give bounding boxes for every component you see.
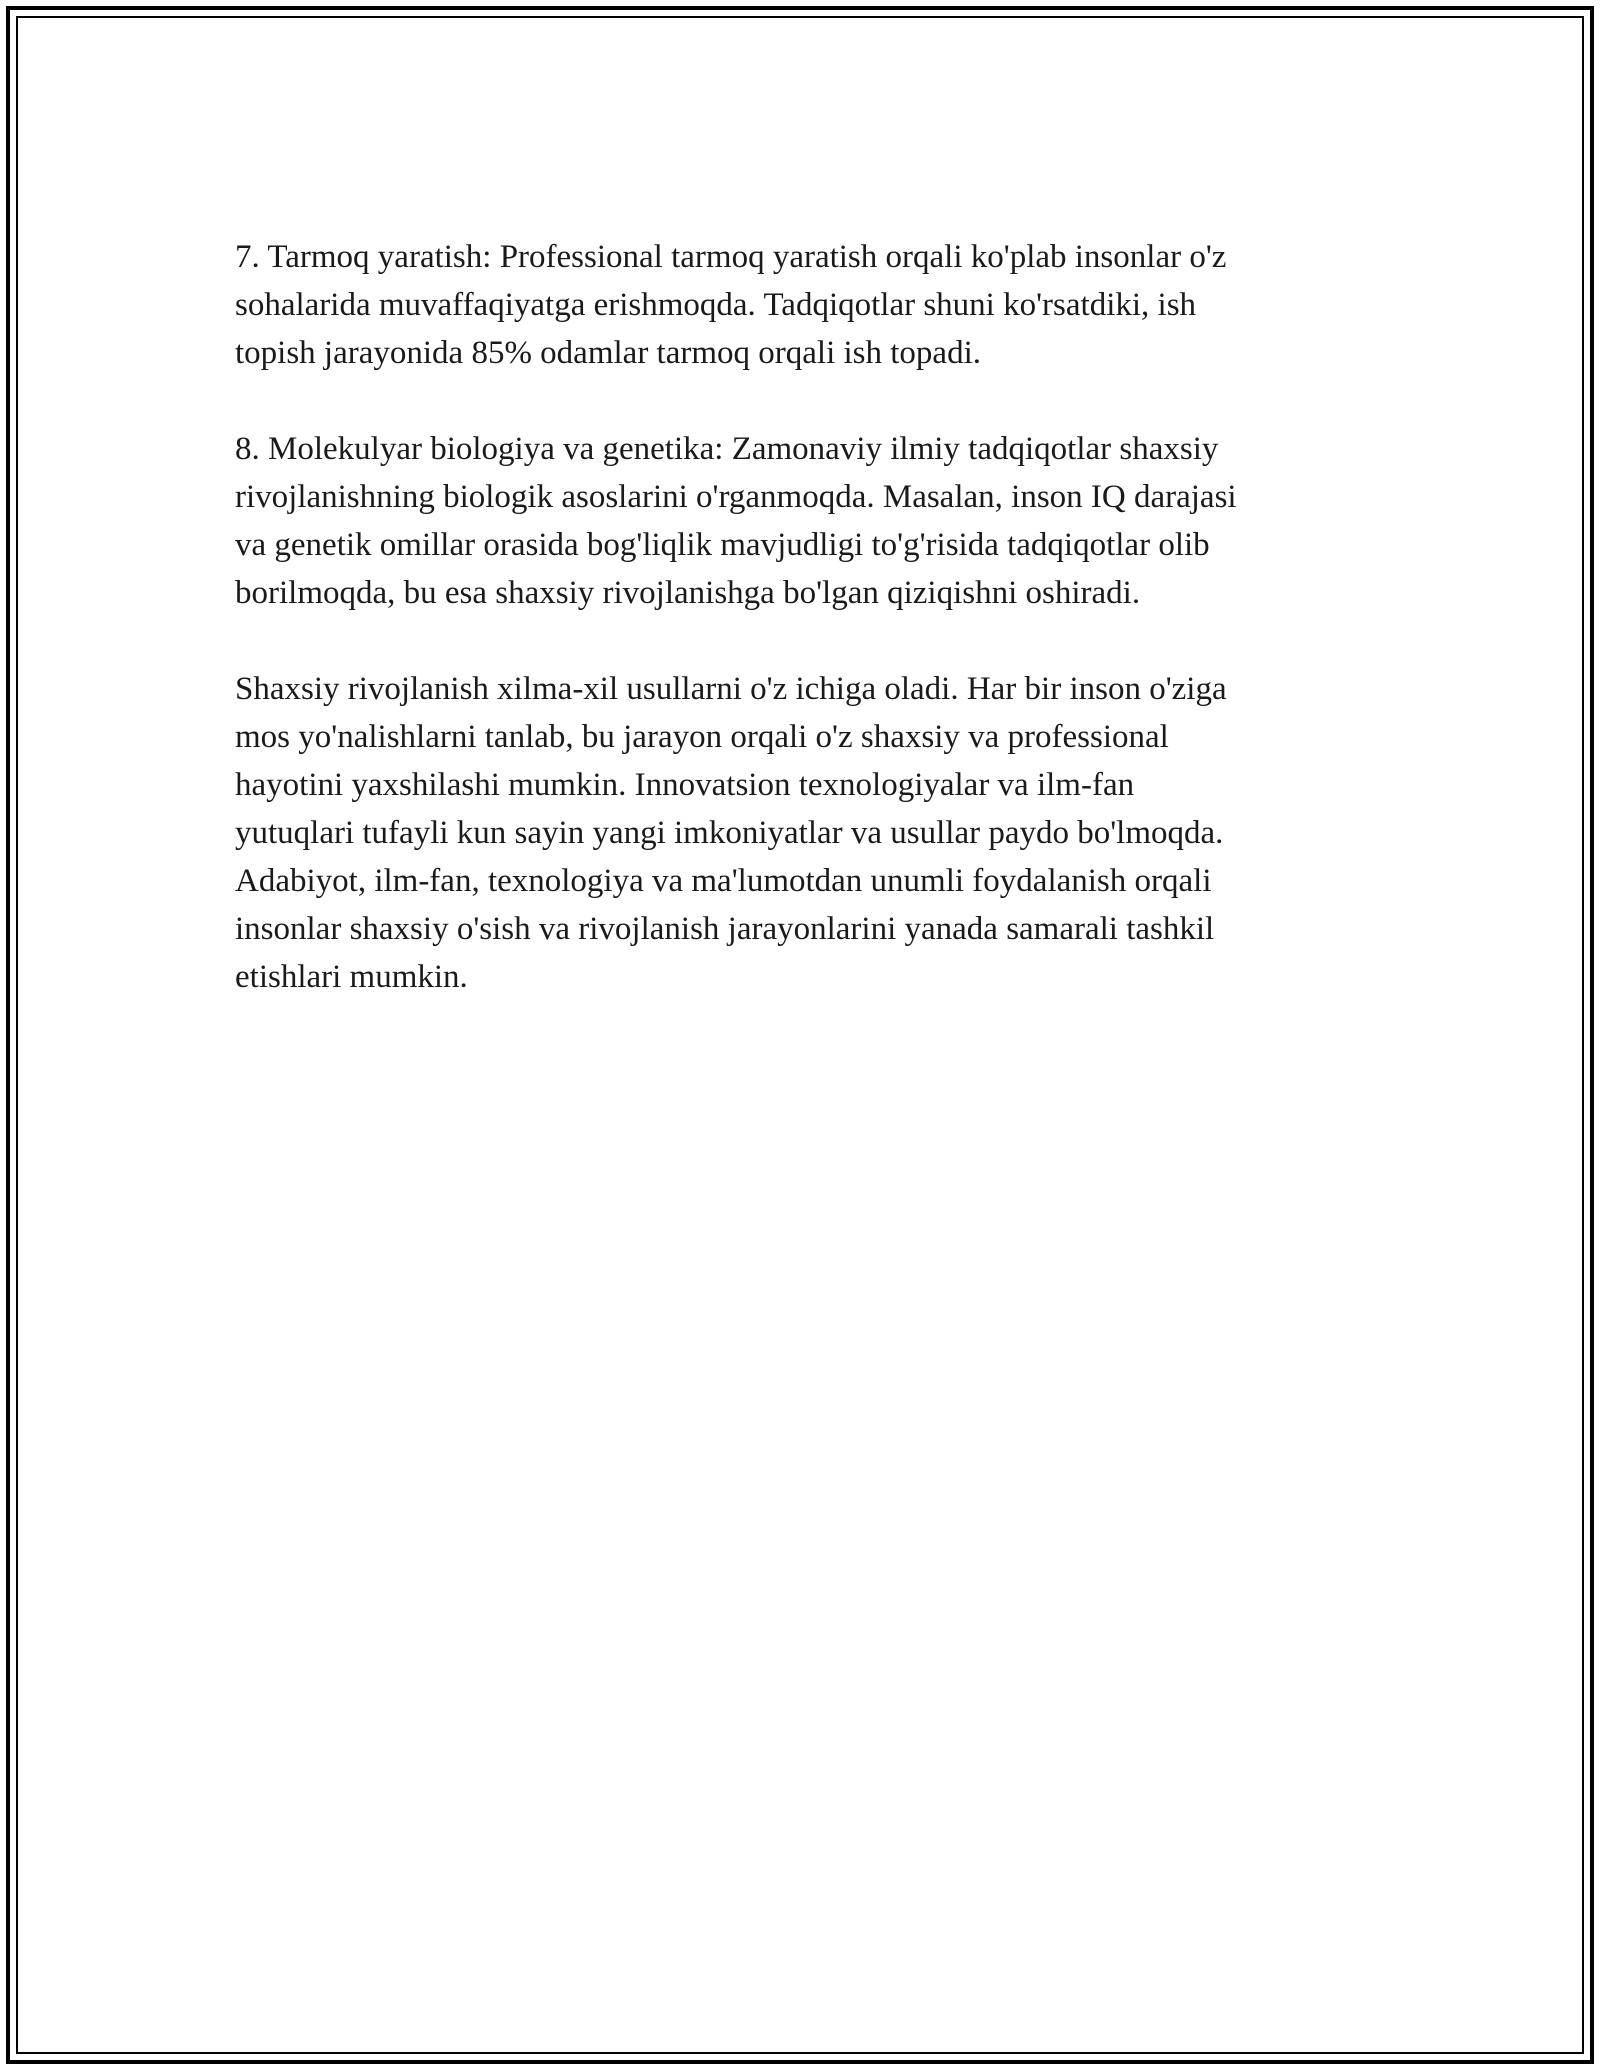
page-content <box>235 233 1375 1049</box>
paragraph-molecular-biology: 8. Molekulyar biologiya va genetika: Zamonaviy ilmiy tadqiqotlar shaxsiy rivojlanishning biologik asoslarini o'rganmoqda. Masalan, inson IQ darajasi va genetik omillar orasida bog'liqlik mavjudligi to'g'risida tadqiqotlar olib borilmoqda, bu esa shaxsiy rivojlanishga bo'lgan qiziqishni oshiradi. <box>235 431 1237 611</box>
paragraph-conclusion: Shaxsiy rivojlanish xilma-xil usullarni o'z ichiga oladi. Har bir inson o'ziga mos yo'nalishlarni tanlab, bu jarayon orqali o'z shaxsiy va professional hayotini yaxshilashi mumkin. Innovatsion texnologiyalar va ilm-fan yutuqlari tufayli kun sayin yangi imkoniyatlar va usullar paydo bo'lmoqda. Adabiyot, ilm-fan, texnologiya va ma'lumotdan unumli foydalanish orqali insonlar shaxsiy o'sish va rivojlanish jarayonlarini yanada samarali tashkil etishlari mumkin. <box>235 671 1227 995</box>
paragraph-networking: 7. Tarmoq yaratish: Professional tarmoq yaratish orqali ko'plab insonlar o'z sohalarida muvaffaqiyatga erishmoqda. Tadqiqotlar shuni ko'rsatdiki, ish topish jarayonida 85% odamlar tarmoq orqali ish topadi. <box>235 239 1227 371</box>
